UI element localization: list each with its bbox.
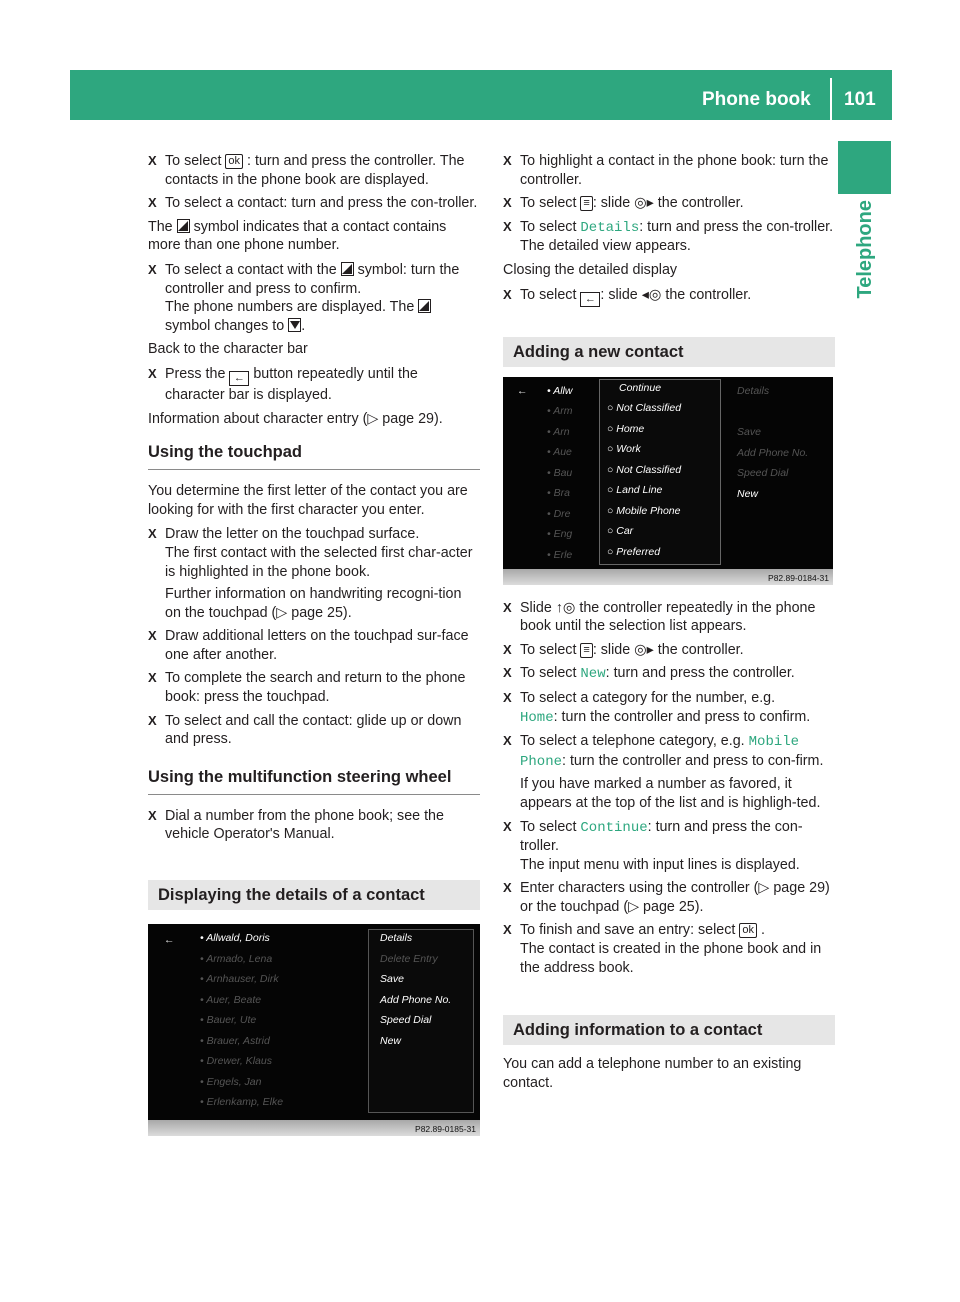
contact-row: • Dre	[547, 507, 571, 520]
step: X Draw additional letters on the touchpad sur-face one after another.	[148, 628, 469, 663]
menu-item: ○ Land Line	[607, 484, 663, 497]
menu-item: Delete Entry	[380, 952, 438, 965]
back-icon: ←	[164, 934, 175, 947]
menu-item: Add Phone No.	[737, 446, 809, 459]
paragraph: Back to the character bar	[148, 341, 308, 358]
menu-icon: ≡	[580, 196, 592, 211]
paragraph: Information about character entry (▷ page 29).	[148, 410, 443, 427]
step: X Dial a number from the phone book; see the vehicle Operator's Manual.	[148, 807, 444, 843]
step-icon: X	[503, 153, 512, 168]
step: X To select a contact: turn and press the con-troller.	[148, 195, 478, 212]
section-heading-shaded: Displaying the details of a contact	[148, 880, 480, 910]
step: X To complete the search and return to the phone book: press the touchpad.	[148, 670, 466, 706]
menu-item: Speed Dial	[380, 1014, 432, 1027]
step: X To select a category for the number, e.g. Home: turn the controller and press to confirm.	[503, 689, 811, 726]
back-icon: ←	[517, 384, 528, 397]
paragraph: The symbol indicates that a contact contains more than one phone number.	[148, 218, 447, 254]
menu-item: ○ Mobile Phone	[607, 504, 681, 517]
contact-row: • Brauer, Astrid	[200, 1034, 270, 1047]
contact-row: • Erlenkamp, Elke	[200, 1096, 284, 1109]
ok-icon: ok	[739, 923, 757, 938]
controller-up-icon: ↑◎	[555, 599, 576, 616]
step: X Press the ← button repeatedly until the character bar is displayed.	[148, 365, 418, 403]
controller-left-icon: ◂◎	[641, 286, 662, 303]
contact-row: • Erle	[547, 548, 573, 561]
page-title: Phone book	[702, 89, 811, 110]
step: X Enter characters using the controller (▷ page 29) or the touchpad (▷ page 25).	[503, 880, 830, 915]
paragraph: You determine the first letter of the contact you are looking for with the first character you enter.	[148, 483, 468, 518]
right-column	[503, 152, 835, 1098]
screenshot-new-contact	[503, 377, 833, 585]
step: X To select a contact with the symbol: turn the controller and press to confirm. The phone numbers are displayed. The symbol changes to .	[148, 261, 460, 334]
contact-row: • Eng	[547, 528, 573, 541]
contact-row: • Arn	[547, 425, 570, 438]
step-icon: X	[503, 922, 512, 938]
step-icon: X	[503, 689, 512, 705]
step-icon: X	[148, 526, 157, 542]
step-icon: X	[503, 880, 512, 896]
contact-row: • Armado, Lena	[200, 952, 273, 965]
step: X To finish and save an entry: select ok . The contact is created in the phone book and in the address book.	[503, 922, 822, 976]
contact-row: • Drewer, Klaus	[200, 1055, 272, 1068]
menu-item: Details	[380, 932, 413, 945]
page-number: 101	[844, 89, 876, 110]
menu-item: ○ Work	[607, 443, 641, 456]
contact-row: • Bra	[547, 487, 570, 500]
figure-code: P82.89-0185-31	[415, 1124, 476, 1135]
step-icon: X	[503, 665, 512, 681]
menu-item: ○ Home	[607, 422, 645, 435]
menu-item: ○ Not Classified	[607, 402, 682, 415]
menu-icon: ≡	[580, 643, 592, 658]
controller-right-icon: ◎▸	[634, 641, 654, 658]
paragraph: You can add a telephone number to an existing contact.	[503, 1056, 802, 1091]
step: X To select ≡ : slide ◎▸ the controller.	[503, 195, 744, 212]
step-icon: X	[503, 195, 512, 211]
menu-item: ○ Not Classified	[607, 463, 682, 476]
step: X Draw the letter on the touchpad surface. The first contact with the selected first char-acter is highlighted in the phone book. Further information on handwriting recogni-tion on the touchpad (▷ page 25).	[148, 526, 473, 621]
contact-row: • Allw	[547, 384, 573, 397]
expanded-icon	[288, 318, 301, 332]
step-icon: X	[503, 286, 512, 302]
section-heading: Using the multifunction steering wheel	[148, 767, 480, 795]
step: X To select and call the contact: glide up or down and press.	[148, 712, 462, 748]
step-icon: X	[148, 153, 157, 168]
step-icon: X	[148, 670, 157, 686]
screenshot-contact-details	[148, 924, 480, 1136]
contact-row: • Aue	[547, 446, 572, 459]
menu-item: Speed Dial	[737, 466, 789, 479]
multi-number-icon	[341, 262, 354, 276]
step-icon: X	[148, 195, 157, 211]
step-icon: X	[148, 261, 157, 277]
menu-item: Save	[380, 973, 404, 986]
menu-item: Add Phone No.	[380, 993, 452, 1006]
menu-item: ○ Preferred	[607, 545, 661, 558]
contact-row: • Arnhauser, Dirk	[200, 973, 279, 986]
step-icon: X	[503, 818, 512, 834]
section-heading-shaded: Adding information to a contact	[503, 1015, 835, 1045]
menu-item: Details	[737, 384, 770, 397]
contact-row: • Auer, Beate	[200, 993, 262, 1006]
paragraph: Closing the detailed display	[503, 261, 678, 278]
menu-item: Continue	[619, 381, 662, 394]
step: X Slide ↑◎ the controller repeatedly in the phone book until the selection list appears.	[503, 599, 816, 635]
side-tab-label: Telephone	[854, 200, 876, 299]
back-icon: ←	[229, 371, 249, 386]
back-icon: ←	[580, 292, 600, 307]
section-heading: Using the touchpad	[148, 442, 480, 470]
step-icon: X	[503, 733, 512, 749]
step-icon: X	[503, 599, 512, 615]
menu-item: ○ Car	[607, 525, 634, 538]
multi-number-icon	[418, 299, 431, 313]
menu-item: Save	[737, 425, 761, 438]
step-icon: X	[148, 807, 157, 823]
contact-row: • Allwald, Doris	[200, 932, 270, 945]
header-divider	[830, 78, 832, 122]
menu-item: New	[380, 1034, 402, 1047]
step: X To select a telephone category, e.g. Mobile Phone: turn the controller and press to con-firm. If you have marked a number as favored, it appears at the top of the list and is highligh-ted.	[503, 733, 824, 811]
step-icon: X	[503, 641, 512, 657]
step-icon: X	[148, 365, 157, 381]
contact-row: • Arm	[547, 405, 573, 418]
step: X To select ok : turn and press the controller. The contacts in the phone book are displayed.	[148, 153, 465, 188]
menu-item: New	[737, 487, 759, 500]
side-tab	[838, 200, 891, 580]
section-heading-shaded: Adding a new contact	[503, 337, 835, 367]
side-tab-marker	[838, 141, 891, 194]
step: X To select New: turn and press the controller.	[503, 665, 795, 683]
contact-row: • Engels, Jan	[200, 1075, 262, 1088]
multi-number-icon	[177, 219, 190, 233]
controller-right-icon: ◎▸	[634, 195, 654, 212]
contact-row: • Bau	[547, 466, 573, 479]
figure-code: P82.89-0184-31	[768, 572, 829, 583]
step-icon: X	[148, 712, 157, 728]
left-column	[148, 152, 480, 1136]
contact-row: • Bauer, Ute	[200, 1014, 257, 1027]
step: X To select Details: turn and press the con-troller. The detailed view appears.	[503, 218, 834, 255]
step: X To select ← : slide ◂◎ the controller.	[503, 286, 752, 305]
step: X To highlight a contact in the phone book: turn the controller.	[503, 153, 829, 188]
step: X To select Continue: turn and press the con-troller. The input menu with input lines is displayed.	[503, 818, 803, 873]
ok-icon: ok	[225, 154, 243, 169]
step: X To select ≡ : slide ◎▸ the controller.	[503, 641, 744, 658]
step-icon: X	[503, 218, 512, 234]
step-icon: X	[148, 628, 157, 644]
